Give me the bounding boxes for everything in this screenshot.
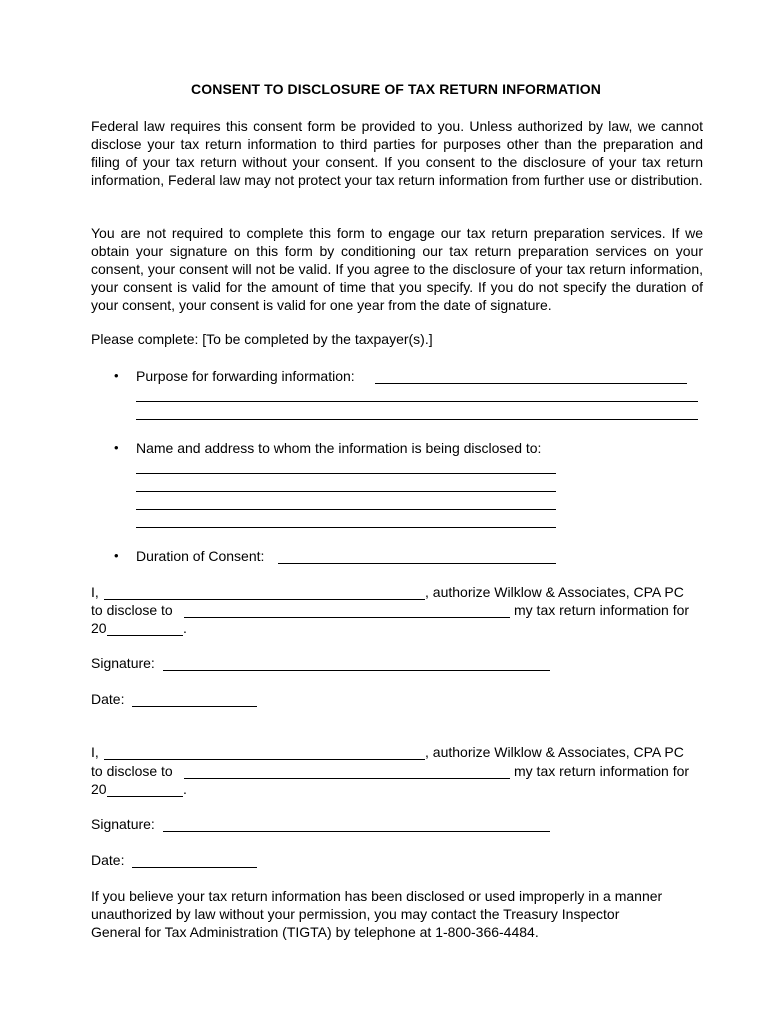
- auth1-date-label: Date:: [91, 691, 125, 707]
- duration-field-line[interactable]: [278, 563, 556, 564]
- auth1-disclose-suffix: my tax return information for: [514, 602, 690, 618]
- auth1-disclose-prefix: to disclose to: [91, 602, 173, 618]
- auth2-i-prefix: I,: [91, 744, 99, 760]
- name-address-field-line[interactable]: [136, 473, 556, 474]
- auth1-year-line[interactable]: [107, 635, 183, 636]
- auth1-recipient-line[interactable]: [184, 617, 510, 618]
- bullet-dot: •: [114, 548, 119, 563]
- auth1-taxpayer-name-line[interactable]: [104, 599, 425, 600]
- auth2-year-suffix: .: [183, 781, 187, 797]
- auth2-year-prefix: 20: [91, 781, 107, 797]
- purpose-field-line[interactable]: [136, 401, 698, 402]
- auth2-taxpayer-name-line[interactable]: [104, 759, 425, 760]
- auth1-i-prefix: I,: [91, 584, 99, 600]
- auth1-year-suffix: .: [183, 620, 187, 636]
- auth2-date-label: Date:: [91, 852, 125, 868]
- consent-validity-paragraph: You are not required to complete this form to engage our tax return preparation services. If we obtain your signature on this form by conditioning our tax return preparation services on your consent, your consent will not be valid. If you agree to the disclosure of your tax return information, your consent is valid for the amount of time that you specify. If you do not specify the duration of your consent, your consent is valid for one year from the date of signature.: [91, 225, 703, 313]
- auth2-signature-label: Signature:: [91, 816, 155, 832]
- purpose-field-line[interactable]: [136, 419, 698, 420]
- auth2-disclose-suffix: my tax return information for: [514, 763, 690, 779]
- auth2-year-line[interactable]: [107, 796, 183, 797]
- duration-label: Duration of Consent:: [136, 548, 265, 564]
- form-title: CONSENT TO DISCLOSURE OF TAX RETURN INFORMATION: [191, 81, 601, 97]
- federal-law-paragraph: Federal law requires this consent form be provided to you. Unless authorized by law, we cannot disclose your tax return information to third parties for purposes other than the preparation and filing of your tax return without your consent. If you consent to the disclosure of your tax return information, Federal law may not protect your tax return information from further use or distribution.: [91, 118, 703, 188]
- auth2-signature-line[interactable]: [163, 831, 550, 832]
- purpose-field-line[interactable]: [375, 383, 687, 384]
- auth2-recipient-line[interactable]: [184, 778, 510, 779]
- name-address-field-line[interactable]: [136, 527, 556, 528]
- name-address-field-line[interactable]: [136, 509, 556, 510]
- instruction-text: Please complete: [To be completed by the taxpayer(s).]: [91, 331, 433, 347]
- name-address-label: Name and address to whom the information is being disclosed to:: [136, 440, 542, 456]
- auth1-authorize-text: , authorize Wilklow & Associates, CPA PC: [425, 584, 684, 600]
- name-address-field-line[interactable]: [136, 491, 556, 492]
- purpose-label: Purpose for forwarding information:: [136, 368, 355, 384]
- auth2-disclose-prefix: to disclose to: [91, 763, 173, 779]
- tigta-notice: If you believe your tax return information has been disclosed or used improperly in a manner unauthorized by law without your permission, you may contact the Treasury Inspector General for Tax Administration (TIGTA) by telephone at 1-800-366-4484.: [91, 888, 663, 940]
- auth1-year-prefix: 20: [91, 620, 107, 636]
- bullet-dot: •: [114, 368, 119, 383]
- bullet-dot: •: [114, 440, 119, 455]
- auth2-authorize-text: , authorize Wilklow & Associates, CPA PC: [425, 744, 684, 760]
- auth1-date-line[interactable]: [132, 706, 257, 707]
- auth1-signature-line[interactable]: [163, 670, 550, 671]
- auth2-date-line[interactable]: [132, 867, 257, 868]
- auth1-signature-label: Signature:: [91, 655, 155, 671]
